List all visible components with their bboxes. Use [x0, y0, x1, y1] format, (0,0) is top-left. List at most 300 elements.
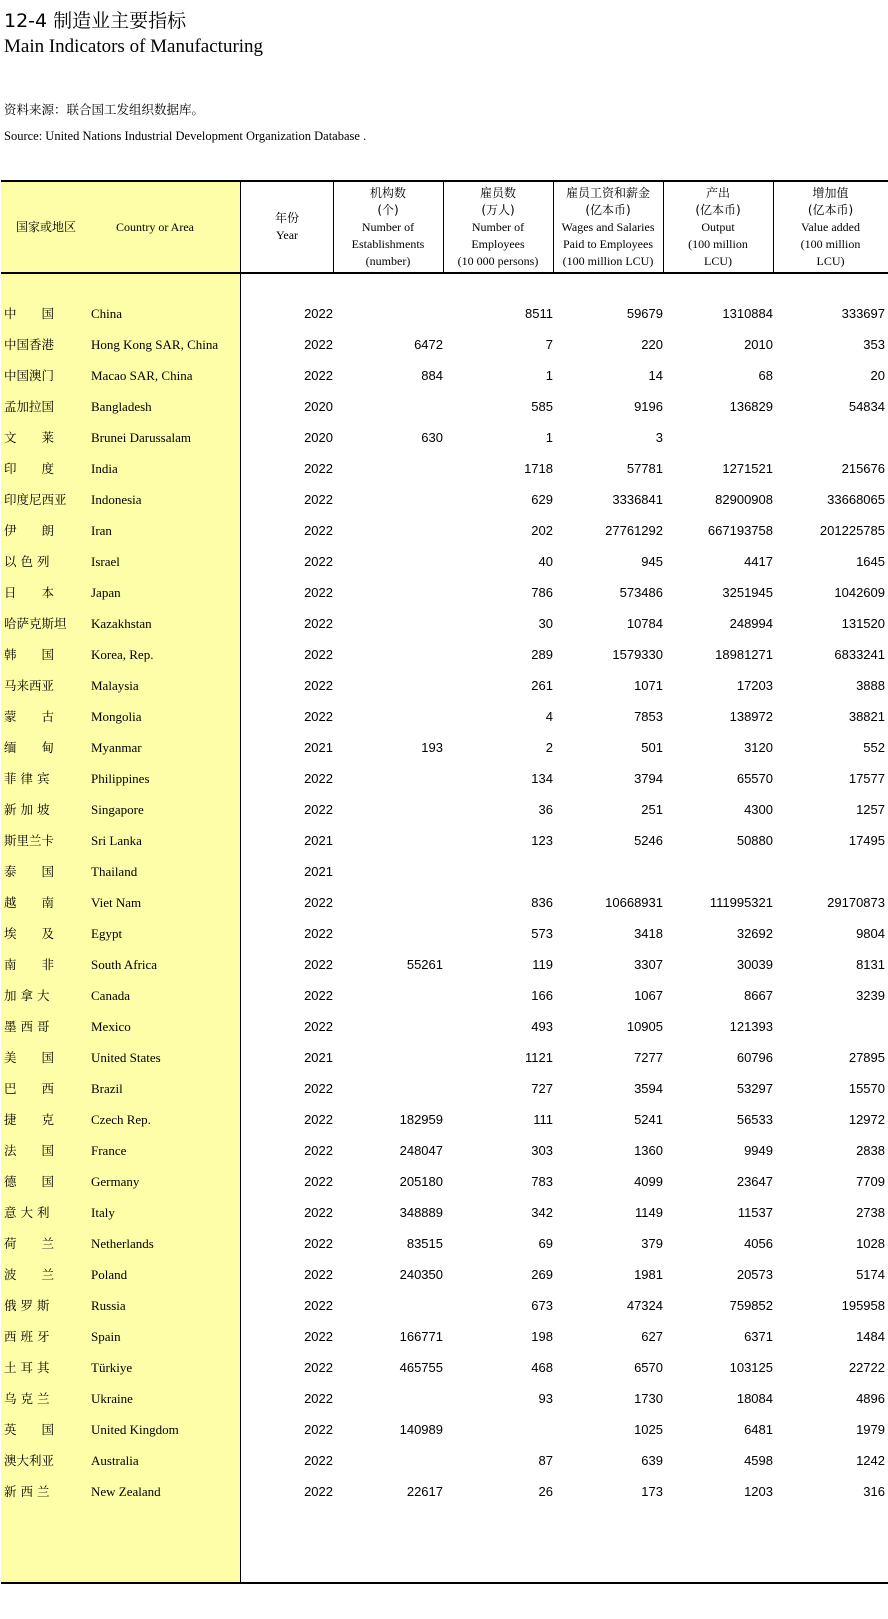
table-row: [1, 1042, 888, 1074]
employees-cell: 202: [531, 523, 553, 538]
header-emp-en3: (10 000 persons): [457, 253, 539, 268]
value-added-cell: 4896: [856, 1391, 885, 1406]
header-establishments: [333, 182, 443, 272]
employees-cell: 261: [531, 678, 553, 693]
establishments-cell: 83515: [406, 1236, 443, 1251]
wages-cell: 1360: [634, 1143, 663, 1158]
table-row: [1, 763, 888, 795]
header-country-en: [91, 182, 241, 272]
country-name-cn: 土 耳 其: [4, 1360, 50, 1375]
value-added-cell: 17495: [848, 833, 885, 848]
wages-cell: 1981: [634, 1267, 663, 1282]
header-est-cn: 机构数: [369, 185, 406, 200]
country-name-cn: 印度尼西亚: [4, 492, 67, 507]
country-name-cn: 印 度: [4, 461, 55, 476]
employees-cell: 727: [531, 1081, 553, 1096]
table-row: [1, 1352, 888, 1384]
country-name-cn: 中 国: [4, 306, 55, 321]
table-row: [1, 825, 888, 857]
country-name-cn: 哈萨克斯坦: [4, 616, 67, 631]
value-added-cell: 215676: [841, 461, 885, 476]
employees-cell: 123: [531, 833, 553, 848]
year-cell: 2022: [304, 1360, 333, 1375]
output-cell: 53297: [736, 1081, 773, 1096]
country-name-cn: 马来西亚: [4, 678, 55, 693]
value-added-cell: 201225785: [819, 523, 885, 538]
value-added-cell: 353: [863, 337, 885, 352]
employees-cell: 93: [538, 1391, 553, 1406]
output-cell: 20573: [736, 1267, 773, 1282]
country-name-en: Türkiye: [91, 1360, 133, 1375]
country-name-cn: 蒙 古: [4, 709, 55, 724]
table-row: [1, 484, 888, 516]
country-name-en: Spain: [91, 1329, 121, 1344]
country-name-cn: 新 西 兰: [4, 1484, 50, 1499]
table-row: [1, 887, 888, 919]
wages-cell: 3: [655, 430, 663, 445]
table-row: [1, 639, 888, 671]
output-cell: 248994: [729, 616, 773, 631]
table-row: [1, 1104, 888, 1136]
employees-cell: 585: [531, 399, 553, 414]
wages-cell: 945: [641, 554, 663, 569]
country-name-cn: 菲 律 宾: [4, 771, 50, 786]
country-name-en: Italy: [91, 1205, 115, 1220]
country-name-cn: 美 国: [4, 1050, 55, 1065]
header-country-en-label: Country or Area: [116, 219, 194, 234]
table-row: [1, 701, 888, 733]
country-name-en: Germany: [91, 1174, 140, 1189]
value-added-cell: 1484: [856, 1329, 885, 1344]
year-cell: 2022: [304, 616, 333, 631]
header-wage-en3: (100 million LCU): [562, 253, 654, 268]
employees-cell: 673: [531, 1298, 553, 1313]
value-added-cell: 2838: [856, 1143, 885, 1158]
country-name-en: Netherlands: [91, 1236, 154, 1251]
data-table: [1, 180, 888, 1584]
output-cell: 9949: [744, 1143, 773, 1158]
year-cell: 2021: [304, 864, 333, 879]
table-row: [1, 1011, 888, 1043]
year-cell: 2022: [304, 771, 333, 786]
value-added-cell: 12972: [848, 1112, 885, 1127]
wages-cell: 5246: [634, 833, 663, 848]
wages-cell: 6570: [634, 1360, 663, 1375]
year-cell: 2022: [304, 709, 333, 724]
employees-cell: 2: [545, 740, 553, 755]
establishments-cell: 55261: [406, 957, 443, 972]
year-cell: 2022: [304, 926, 333, 941]
year-cell: 2022: [304, 1205, 333, 1220]
country-name-en: France: [91, 1143, 127, 1158]
year-cell: 2022: [304, 306, 333, 321]
table-row: [1, 453, 888, 485]
value-added-cell: 3888: [856, 678, 885, 693]
country-name-en: Viet Nam: [91, 895, 142, 910]
output-cell: 6481: [744, 1422, 773, 1437]
establishments-cell: 348889: [399, 1205, 443, 1220]
country-name-cn: 孟加拉国: [4, 399, 55, 414]
employees-cell: 166: [531, 988, 553, 1003]
table-row: [1, 794, 888, 826]
country-name-en: Bangladesh: [91, 399, 152, 414]
employees-cell: 30: [538, 616, 553, 631]
country-name-cn: 加 拿 大: [4, 988, 50, 1003]
country-name-cn: 捷 克: [4, 1112, 55, 1127]
year-cell: 2022: [304, 523, 333, 538]
output-cell: 60796: [736, 1050, 773, 1065]
output-cell: 23647: [736, 1174, 773, 1189]
header-out-unit: (亿本币): [695, 202, 741, 217]
wages-cell: 501: [641, 740, 663, 755]
year-cell: 2020: [304, 430, 333, 445]
header-emp-unit: (万人): [481, 202, 515, 217]
table-row: [1, 360, 888, 392]
output-cell: 1271521: [722, 461, 773, 476]
country-name-cn: 西 班 牙: [4, 1329, 50, 1344]
country-name-cn: 英 国: [4, 1422, 55, 1437]
employees-cell: 786: [531, 585, 553, 600]
country-name-cn: 俄 罗 斯: [4, 1298, 50, 1313]
table-row: [1, 1414, 888, 1446]
country-name-en: Mexico: [91, 1019, 131, 1034]
output-cell: 8667: [744, 988, 773, 1003]
wages-cell: 1149: [635, 1205, 663, 1220]
employees-cell: 303: [531, 1143, 553, 1158]
header-divider: [1, 272, 888, 274]
value-added-cell: 27895: [848, 1050, 885, 1065]
year-cell: 2022: [304, 492, 333, 507]
wages-cell: 3594: [634, 1081, 663, 1096]
output-cell: 17203: [736, 678, 773, 693]
country-name-cn: 荷 兰: [4, 1236, 55, 1251]
wages-cell: 220: [641, 337, 663, 352]
output-cell: 68: [758, 368, 773, 383]
country-name-cn: 文 莱: [4, 430, 55, 445]
year-cell: 2022: [304, 1081, 333, 1096]
table-row: [1, 1321, 888, 1353]
year-cell: 2022: [304, 678, 333, 693]
value-added-cell: 29170873: [827, 895, 885, 910]
country-name-en: Israel: [91, 554, 120, 569]
table-row: [1, 732, 888, 764]
employees-cell: 1121: [525, 1050, 553, 1065]
country-name-cn: 意 大 利: [4, 1205, 50, 1220]
table-row: [1, 1073, 888, 1105]
value-added-cell: 1042609: [834, 585, 885, 600]
header-va-cn: 增加值: [812, 185, 849, 200]
table-row: [1, 670, 888, 702]
table-row: [1, 608, 888, 640]
establishments-cell: 140989: [399, 1422, 443, 1437]
header-va-unit: (亿本币): [807, 202, 854, 217]
value-added-cell: 33668065: [827, 492, 885, 507]
country-name-en: Japan: [91, 585, 121, 600]
header-year-cn: 年份: [274, 211, 299, 225]
output-cell: 11537: [737, 1205, 773, 1220]
wages-cell: 627: [641, 1329, 663, 1344]
value-added-cell: 1645: [856, 554, 885, 569]
year-cell: 2022: [304, 957, 333, 972]
year-cell: 2022: [304, 988, 333, 1003]
country-name-en: South Africa: [91, 957, 158, 972]
year-cell: 2022: [304, 895, 333, 910]
value-added-cell: 9804: [856, 926, 885, 941]
year-cell: 2022: [304, 802, 333, 817]
country-name-en: China: [91, 306, 123, 321]
country-name-cn: 斯里兰卡: [4, 833, 55, 848]
year-cell: 2022: [304, 554, 333, 569]
table-row: [1, 1228, 888, 1260]
page-title-en: Main Indicators of Manufacturing: [4, 36, 264, 57]
wages-cell: 4099: [634, 1174, 663, 1189]
table-row: [1, 856, 888, 888]
table-row: [1, 980, 888, 1012]
country-name-en: Myanmar: [91, 740, 142, 755]
country-name-en: Singapore: [91, 802, 144, 817]
country-name-cn: 波 兰: [4, 1267, 55, 1282]
country-name-cn: 缅 甸: [4, 740, 55, 755]
output-cell: 4056: [744, 1236, 773, 1251]
country-name-en: Macao SAR, China: [91, 368, 193, 383]
table-row: [1, 918, 888, 950]
country-name-en: Ukraine: [91, 1391, 133, 1406]
value-added-cell: 5174: [856, 1267, 885, 1282]
wages-cell: 27761292: [605, 523, 663, 538]
country-name-en: Egypt: [91, 926, 123, 941]
establishments-cell: 193: [421, 740, 443, 755]
wages-cell: 5241: [634, 1112, 663, 1127]
table-row: [1, 1383, 888, 1415]
country-name-cn: 墨 西 哥: [4, 1019, 50, 1034]
table-row: [1, 1476, 888, 1508]
country-name-cn: 伊 朗: [4, 523, 55, 538]
country-name-en: Russia: [91, 1298, 126, 1313]
year-cell: 2022: [304, 1019, 333, 1034]
output-cell: 82900908: [715, 492, 773, 507]
header-emp-en2: Employees: [471, 236, 525, 251]
wages-cell: 3307: [634, 957, 663, 972]
wages-cell: 1025: [634, 1422, 663, 1437]
establishments-cell: 6472: [414, 337, 443, 352]
output-cell: 50880: [736, 833, 773, 848]
header-est-en2: Establishments: [351, 236, 425, 251]
header-va-en3: LCU): [816, 253, 845, 268]
wages-cell: 7277: [634, 1050, 663, 1065]
country-name-en: New Zealand: [91, 1484, 161, 1499]
year-cell: 2022: [304, 1236, 333, 1251]
wages-cell: 57781: [626, 461, 663, 476]
header-est-en1: Number of: [361, 219, 415, 234]
output-cell: 30039: [736, 957, 773, 972]
country-name-cn: 埃 及: [4, 926, 55, 941]
establishments-cell: 465755: [399, 1360, 443, 1375]
source-note-cn: 资料来源：联合国工发组织数据库。: [4, 102, 205, 117]
output-cell: 103125: [729, 1360, 773, 1375]
year-cell: 2022: [304, 1422, 333, 1437]
employees-cell: 1: [545, 430, 553, 445]
country-name-en: Indonesia: [91, 492, 142, 507]
value-added-cell: 22722: [848, 1360, 885, 1375]
wages-cell: 7853: [634, 709, 663, 724]
year-cell: 2022: [304, 647, 333, 662]
output-cell: 32692: [736, 926, 773, 941]
header-out-en2: (100 million: [688, 236, 748, 251]
value-added-cell: 20: [870, 368, 885, 383]
output-cell: 6371: [744, 1329, 773, 1344]
source-note-en: Source: United Nations Industrial Development Organization Database .: [4, 129, 367, 143]
country-name-cn: 法 国: [4, 1143, 55, 1158]
value-added-cell: 131520: [841, 616, 885, 631]
output-cell: 4598: [744, 1453, 773, 1468]
header-year: [241, 182, 333, 272]
table-row: [1, 298, 888, 330]
output-cell: 18084: [736, 1391, 773, 1406]
year-cell: 2022: [304, 1453, 333, 1468]
year-cell: 2020: [304, 399, 333, 414]
table-row: [1, 1259, 888, 1291]
value-added-cell: 7709: [856, 1174, 885, 1189]
employees-cell: 289: [531, 647, 553, 662]
value-added-cell: 316: [863, 1484, 885, 1499]
wages-cell: 639: [641, 1453, 663, 1468]
output-cell: 3120: [744, 740, 773, 755]
header-employees: [443, 182, 553, 272]
output-cell: 65570: [736, 771, 773, 786]
value-added-cell: 552: [863, 740, 885, 755]
year-cell: 2022: [304, 585, 333, 600]
header-out-cn: 产出: [705, 185, 730, 200]
wages-cell: 3336841: [612, 492, 663, 507]
year-cell: 2022: [304, 1329, 333, 1344]
country-name-en: United Kingdom: [91, 1422, 179, 1437]
table-row: [1, 577, 888, 609]
country-name-en: Iran: [91, 523, 112, 538]
employees-cell: 836: [531, 895, 553, 910]
country-name-en: Thailand: [91, 864, 138, 879]
country-name-en: Brunei Darussalam: [91, 430, 192, 445]
country-name-en: Malaysia: [91, 678, 139, 693]
year-cell: 2021: [304, 833, 333, 848]
wages-cell: 1071: [634, 678, 663, 693]
wages-cell: 1579330: [612, 647, 663, 662]
header-out-en3: LCU): [704, 253, 732, 268]
output-cell: 136829: [729, 399, 773, 414]
value-added-cell: 1979: [856, 1422, 885, 1437]
employees-cell: 87: [538, 1453, 553, 1468]
table-row: [1, 1197, 888, 1229]
country-name-cn: 中国香港: [4, 337, 55, 352]
wages-cell: 9196: [634, 399, 663, 414]
employees-cell: 198: [531, 1329, 553, 1344]
output-cell: 3251945: [722, 585, 773, 600]
wages-cell: 59679: [626, 306, 663, 321]
header-country-cn-label: 国家或地区: [15, 219, 76, 234]
table-row: [1, 949, 888, 981]
country-name-en: Kazakhstan: [91, 616, 152, 631]
output-cell: 4417: [744, 554, 773, 569]
country-name-en: Sri Lanka: [91, 833, 142, 848]
country-name-en: United States: [91, 1050, 161, 1065]
wages-cell: 47324: [626, 1298, 663, 1313]
value-added-cell: 38821: [848, 709, 885, 724]
table-row: [1, 546, 888, 578]
output-cell: 2010: [744, 337, 773, 352]
output-cell: 759852: [729, 1298, 773, 1313]
country-name-cn: 韩 国: [4, 647, 55, 662]
year-cell: 2022: [304, 461, 333, 476]
employees-cell: 26: [538, 1484, 553, 1499]
establishments-cell: 22617: [406, 1484, 443, 1499]
employees-cell: 783: [531, 1174, 553, 1189]
wages-cell: 379: [641, 1236, 663, 1251]
wages-cell: 1067: [634, 988, 663, 1003]
establishments-cell: 884: [421, 368, 443, 383]
employees-cell: 69: [538, 1236, 553, 1251]
table-row: [1, 329, 888, 361]
establishments-cell: 630: [421, 430, 443, 445]
employees-cell: 1718: [524, 461, 553, 476]
header-country-cn: [1, 182, 91, 272]
employees-cell: 573: [531, 926, 553, 941]
wages-cell: 3418: [634, 926, 663, 941]
header-est-unit: (个): [377, 202, 399, 217]
header-value-added: [773, 182, 888, 272]
country-name-en: Canada: [91, 988, 130, 1003]
header-wage-en2: Paid to Employees: [563, 236, 653, 251]
value-added-cell: 17577: [848, 771, 885, 786]
header-wages: [553, 182, 663, 272]
output-cell: 4300: [744, 802, 773, 817]
year-cell: 2021: [304, 1050, 333, 1065]
establishments-cell: 182959: [399, 1112, 443, 1127]
employees-cell: 40: [538, 554, 553, 569]
country-name-en: Mongolia: [91, 709, 142, 724]
value-added-cell: 3239: [856, 988, 885, 1003]
employees-cell: 629: [531, 492, 553, 507]
output-cell: 121393: [729, 1019, 773, 1034]
country-name-cn: 巴 西: [4, 1081, 55, 1096]
country-name-cn: 南 非: [4, 957, 55, 972]
country-name-cn: 澳大利亚: [4, 1453, 55, 1468]
header-wage-en1: Wages and Salaries: [561, 219, 655, 234]
establishments-cell: 240350: [399, 1267, 443, 1282]
year-cell: 2022: [304, 1143, 333, 1158]
output-cell: 1310884: [722, 306, 773, 321]
establishments-cell: 166771: [399, 1329, 443, 1344]
header-output: [663, 182, 773, 272]
header-est-en3: (number): [365, 253, 411, 268]
country-name-cn: 泰 国: [4, 864, 55, 879]
table-row: [1, 515, 888, 547]
wages-cell: 573486: [619, 585, 663, 600]
wages-cell: 251: [641, 802, 663, 817]
header-wage-unit: (亿本币): [585, 202, 631, 217]
wages-cell: 1730: [634, 1391, 663, 1406]
year-cell: 2022: [304, 1391, 333, 1406]
employees-cell: 269: [531, 1267, 553, 1282]
employees-cell: 7: [545, 337, 553, 352]
employees-cell: 493: [531, 1019, 553, 1034]
year-cell: 2022: [304, 1174, 333, 1189]
country-name-cn: 乌 克 兰: [4, 1391, 50, 1406]
table-number-title-cn: 12-4 制造业主要指标: [4, 10, 187, 32]
country-name-cn: 越 南: [4, 895, 55, 910]
employees-cell: 36: [538, 802, 553, 817]
country-name-en: Philippines: [91, 771, 150, 786]
header-year-en: Year: [275, 228, 299, 242]
header-va-en1: Value added: [801, 219, 860, 234]
